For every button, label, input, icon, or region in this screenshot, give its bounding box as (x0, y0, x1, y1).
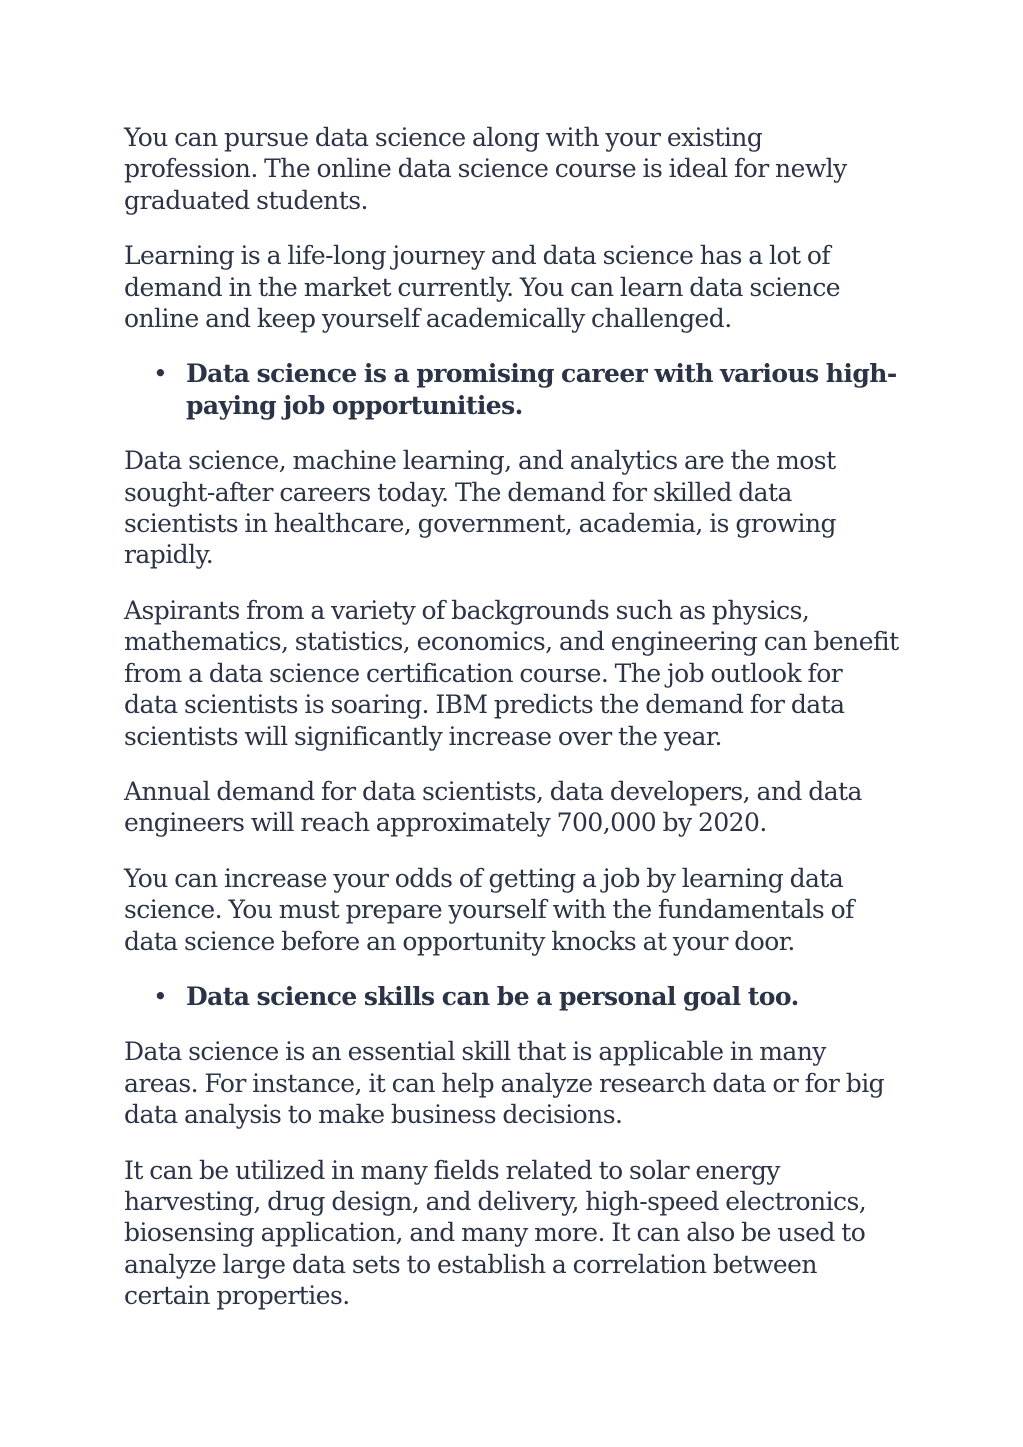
paragraph: Data science is an essential skill that is applicable in many areas. For instance, it can help analyze research data or for big data analysis to make business decisions. (124, 1037, 885, 1130)
bullet-icon: • (153, 981, 168, 1011)
document-body (124, 122, 899, 1336)
bullet-icon: • (153, 359, 168, 389)
paragraph: Data science, machine learning, and analytics are the most sought-after careers today. The demand for skilled data scientists in healthcare, government, academia, is growing rapidly. (124, 446, 837, 570)
bullet-item (153, 358, 899, 421)
bullet-text: Data science skills can be a personal goal too. (186, 981, 799, 1011)
paragraph: Learning is a life-long journey and data science has a lot of demand in the market currently. You can learn data science online and keep yourself academically challenged. (124, 241, 841, 334)
paragraph: It can be utilized in many fields related to solar energy harvesting, drug design, and delivery, high-speed electronics, biosensing application, and many more. It can also be used to analyze large data sets to establish a correlation between certain properties. (124, 1155, 867, 1311)
bullet-item (153, 981, 899, 1012)
paragraph: You can increase your odds of getting a job by learning data science. You must prepare yourself with the fundamentals of data science before an opportunity knocks at your door. (124, 863, 854, 956)
bullet-list (124, 358, 899, 421)
paragraph: Aspirants from a variety of backgrounds such as physics, mathematics, statistics, economics, and engineering can benefit from a data science certification course. The job outlook for data scientists is soaring. IBM predicts the demand for data scientists will significantly increase over the year. (124, 595, 899, 751)
paragraph: Annual demand for data scientists, data developers, and data engineers will reach approximately 700,000 by 2020. (124, 776, 862, 838)
paragraph: You can pursue data science along with your existing profession. The online data science course is ideal for newly graduated students. (124, 123, 847, 215)
bullet-text: Data science is a promising career with various high-paying job opportunities. (186, 359, 897, 420)
bullet-list (124, 981, 899, 1012)
